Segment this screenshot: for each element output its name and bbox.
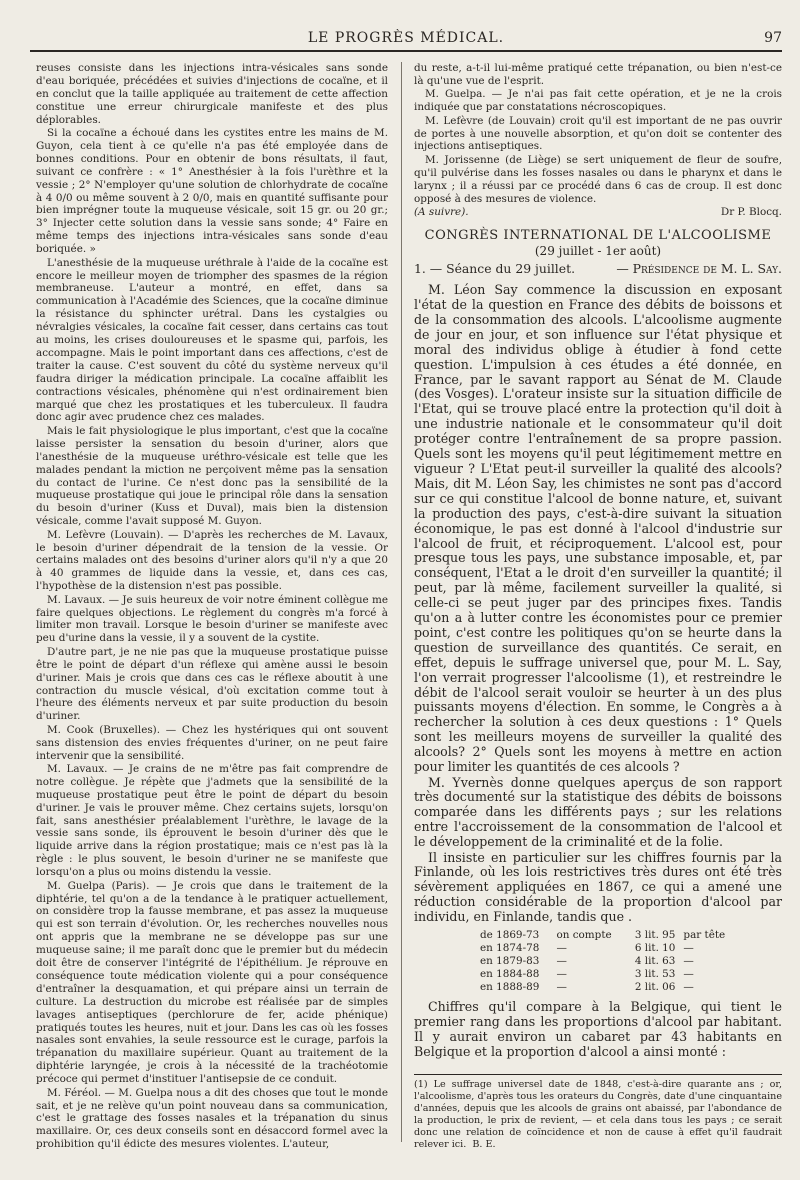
footnote-divider xyxy=(414,1074,782,1075)
table-cell: — xyxy=(556,942,567,955)
paragraph: M. Guelpa (Paris). — Je crois que dans le traitement de la diphtérie, tel qu'on a de la tendance à le pratiquer actuellement, on considère trop la fausse membrane, et pas assez la muqueuse qui est son terrain d'évolution. Or, les recherches nouvelles nous ont appris que la membrane ne se développe pas sur une muqueuse saine; il me paraît donc que le premier but du médecin doit être de conserver l'intégrité de l'épithélium. Je réprouve en conséquence toute médication violente qui a pour conséquence d'entraîner la desquamation, et qui prépare ainsi un terrain de culture. La destruction du microbe est réalisée par de simples lavages antiseptiques (perchlorure de fer, acide phénique) pratiqués toutes les heures, nuit et jour. Dans les cas où les fosses nasales sont envahies, la seule ressource est le curage, parfois la trépanation du maxillaire supérieur. Quant au traitement de la diphtérie laryngée, je crois à la nécessité de la trachéotomie précoce qui permet d'instituer l'antisepsie de ce conduit. xyxy=(36,879,388,1086)
table-cell: 6 lit. 10 xyxy=(634,942,676,955)
paragraph: M. Léon Say commence la discussion en exposant l'état de la question en France des débits de boissons et de la consommation des alcools. L'alcoolisme augmente de jour en jour, et son influence sur l'état physique et moral des individus oblige à étudier à fond cette question. L'impulsion à ces études a été donnée, en France, par le savant rapport au Sénat de M. Claude (des Vosges). L'orateur insiste sur la situation difficile de l'Etat, qui se trouve placé entre la protection qu'il doit à une industrie nationale et le consommateur qu'il doit protéger contre l'entraînement de sa propre passion. Quels sont les moyens qu'il peut légitimement mettre en vigueur ? L'Etat peut-il surveiller la qualité des alcools? Mais, dit M. Léon Say, les chimistes ne sont pas d'accord sur ce qui constitue l'alcool de bonne nature, et, suivant la production des pays, c'est-à-dire suivant la situation économique, le pas est donné à l'alcool d'industrie sur l'alcool de fruit, et réciproquement. L'alcool est, pour presque tous les pays, une substance imposable, et, par conséquent, l'Etat a le droit d'en surveiller la quantité; il peut, par là même, facilement surveiller la qualité, si celle-ci se peut juger par des principes fixes. Tandis qu'on a à lutter contre les économistes pour ce premier point, c'est contre les politiques qu'on se heurte dans la question de surveillance des quantités. Ce serait, en effet, depuis le suffrage universel que, pour M. L. Say, l'on verrait progresser l'alcoolisme (1), et restreindre le débit de l'alcool serait vouloir se heurter à un des plus puissants moyens d'élection. En somme, le Congrès a à rechercher la solution à ces deux questions : 1° Quels sont les meilleurs moyens de surveiller la qualité des alcools? 2° Quels sont les moyens à mettre en action pour limiter les quantités de ces alcools ? xyxy=(414,282,782,775)
paragraph: Il insiste en particulier sur les chiffres fournis par la Finlande, où les lois restrictives très dures ont été très sévèrement appliquées en 1867, ce qui a amené une réduction considérable de la proportion d'alcool par individu, en Finlande, tandis que . xyxy=(414,849,782,925)
paragraph: reuses consiste dans les injections intra-vésicales sans sonde d'eau boriquée, précédées et suivies d'injections de cocaïne, et il en conclut que la taille appliquée au traitement de cette affection constitue une erreur chirurgicale manifeste et des plus déplorables. xyxy=(36,62,388,126)
paragraph: Si la cocaïne a échoué dans les cystites entre les mains de M. Guyon, cela tient à ce qu'elle n'a pas été employée dans de bonnes conditions. Pour en obtenir de bons résultats, il faut, suivant ce confrère : « 1° Anesthésier à la fois l'urèthre et la vessie ; 2° N'employer qu'une solution de chlorhydrate de cocaïne à 4 0/0 ou même souvent à 2 0/0, mais en quantité suffisante pour bien imprégner toute la muqueuse vésicale, soit 15 gr. ou 20 gr.; 3° Injecter cette solution dans la vessie sans sonde; 4° Faire en même temps des injections intra-vésicales sans sonde d'eau boriquée. » xyxy=(36,127,388,256)
column-divider xyxy=(401,62,402,1142)
table-cell: 4 lit. 63 xyxy=(634,955,676,968)
page-header xyxy=(30,28,782,52)
table-cell: — xyxy=(556,955,567,968)
to-be-continued: (A suivre). xyxy=(414,206,469,219)
footnote-signature: B. E. xyxy=(472,1138,496,1150)
table-cell: — xyxy=(683,942,694,955)
paragraph: M. Cook (Bruxelles). — Chez les hystériques qui ont souvent sans distension des envies fréquentes d'uriner, on ne peut faire intervenir que la sensibilité. xyxy=(36,723,388,762)
paragraph: du reste, a-t-il lui-même pratiqué cette trépanation, ou bien n'est-ce là qu'une vue de l'esprit. xyxy=(414,62,782,87)
right-column xyxy=(414,62,782,1151)
table-cell: 2 lit. 06 xyxy=(634,981,676,994)
paragraph: M. Lavaux. — Je crains de ne m'être pas fait comprendre de notre collègue. Je répète que j'admets que la sensibilité de la muqueuse prostatique peut être le point de départ du besoin d'uriner. Je vais le prouver même. Chez certains sujets, lorsqu'on fait, sans anesthésier préalablement l'urèthre, le lavage de la vessie sans sonde, ils éprouvent le besoin d'uriner dès que le liquide arrive dans la région prostatique; mais ce n'est pas là la règle : le plus souvent, le besoin d'uriner ne se manifeste que lorsqu'on a plus ou moins distendu la vessie. xyxy=(36,762,388,879)
table-cell: en 1874-78 xyxy=(480,942,540,955)
congress-report xyxy=(414,283,782,925)
table-row xyxy=(476,981,736,994)
session-label: 1. — Séance du 29 juillet. xyxy=(414,261,576,277)
paragraph: M. Guelpa. — Je n'ai pas fait cette opération, et je ne la crois indiquée que par constatations nécroscopiques. xyxy=(414,88,782,114)
table-cell: — xyxy=(683,981,694,994)
table-row xyxy=(476,929,736,942)
paragraph: M. Yvernès donne quelques aperçus de son rapport très documenté sur la statistique des débits de boissons comparée dans les différents pays ; sur les relations entre l'accroissement de la consommation de l'alcool et le développement de la criminalité et de la folie. xyxy=(414,774,782,850)
paragraph: M. Lavaux. — Je suis heureux de voir notre éminent collègue me faire quelques objections. Le règlement du congrès m'a forcé à limiter mon travail. Lorsque le besoin d'uriner se manifeste avec peu d'urine dans la vessie, il y a souvent de la cystite. xyxy=(36,593,388,645)
paragraph: M. Féréol. — M. Guelpa nous a dit des choses que tout le monde sait, et je ne relève qu'un point nouveau dans sa communication, c'est le grattage des fosses nasales et la trépanation du sinus maxillaire. Or, ces deux conseils sont en désaccord formel avec la prohibition qu'il édicte des mesures violentes. L'auteur, xyxy=(36,1086,388,1151)
section-title: CONGRÈS INTERNATIONAL DE L'ALCOOLISME xyxy=(424,228,772,244)
table-row xyxy=(476,968,736,981)
paragraph: L'anesthésie de la muqueuse uréthrale à l'aide de la cocaïne est encore le meilleur moyen de triompher des spasmes de la région membraneuse. L'auteur a montré, en effet, dans sa communication à l'Académie des Sciences, que la cocaïne diminue la résistance du sphincter urétral. Dans les cystalgies ou névralgies vésicales, la cocaïne fait cesser, dans certains cas tout au moins, les crises douloureuses et le spasme qui, parfois, les accompagne. Mais le point important dans ces affections, c'est de traiter la cause. C'est souvent du côté du système nerveux qu'il faudra diriger la médication principale. La cocaïne affaiblit les contractions vésicales, phénomène qui n'est ordinairement bien marqué que chez les prostatiques et les tuberculeux. Il faudra donc agir avec prudence chez ces malades. xyxy=(36,256,388,424)
table-cell: — xyxy=(683,955,694,968)
paragraph: M. Lefèvre (de Louvain) croit qu'il est important de ne pas ouvrir de portes à une nouvelle absorption, et qu'on doit se contenter des injections antiseptiques. xyxy=(414,114,782,153)
table-cell: par tête xyxy=(683,929,726,942)
table-cell: de 1869-73 xyxy=(480,929,540,942)
table-cell: en 1884-88 xyxy=(480,968,540,981)
consumption-table xyxy=(476,929,736,994)
paragraph: M. Jorissenne (de Liège) se sert uniquement de fleur de soufre, qu'il pulvérise dans les fosses nasales ou dans le pharynx et dans le larynx ; il a réussi par ce procédé dans 6 cas de croup. Il est donc opposé à des mesures de violence. xyxy=(414,153,782,205)
journal-title: LE PROGRÈS MÉDICAL. xyxy=(307,30,505,46)
paragraph: Mais le fait physiologique le plus important, c'est que la cocaïne laisse persister la sensation du besoin d'uriner, alors que l'anesthésie de la muqueuse uréthro-vésicale est telle que les malades pendant la miction ne perçoivent même pas la sensation du contact de l'urine. Ce n'est donc pas la sensibilité de la muqueuse prostatique qui joue le principal rôle dans la sensation du besoin d'uriner (Kuss et Duval), mais bien la distension vésicale, comme l'avait supposé M. Guyon. xyxy=(36,424,388,528)
table-cell: — xyxy=(683,968,694,981)
table-cell: 3 lit. 53 xyxy=(634,968,676,981)
session-president: — Présidence de M. L. Say. xyxy=(616,261,782,277)
table-cell: en 1888-89 xyxy=(480,981,540,994)
paragraph: M. Lefèvre (Louvain). — D'après les recherches de M. Lavaux, le besoin d'uriner dépendrait de la tension de la vessie. Or certains malades ont des besoins d'uriner alors qu'il n'y a que 20 à 40 grammes de liquide dans la vessie, et, dans ces cas, l'hypothèse de la distension n'est pas possible. xyxy=(36,528,388,593)
page-number: 97 xyxy=(764,30,782,46)
table-cell: — xyxy=(556,968,567,981)
article-signature xyxy=(414,206,782,219)
left-column xyxy=(36,62,388,1152)
section-dates: (29 juillet - 1er août) xyxy=(534,244,662,259)
author-name: Dr P. Blocq. xyxy=(720,206,782,219)
footnote-text: (1) Le suffrage universel date de 1848, c'est-à-dire quarante ans ; or, l'alcoolisme, d'après tous les orateurs du Congrès, date d'une cinquantaine d'années, depuis que les alcools de grains ont abaissé, par l'abondance de la production, le prix de revient, — et cela dans tous les pays ; ce serait donc une relation de coïncidence et non de cause à effet qu'il faudrait relever ici. xyxy=(414,1078,782,1150)
table-cell: 3 lit. 95 xyxy=(634,929,676,942)
footnote xyxy=(414,1079,782,1151)
table-row xyxy=(476,955,736,968)
after-table-text xyxy=(414,1000,782,1060)
session-heading xyxy=(414,262,782,277)
table-cell: en 1879-83 xyxy=(480,955,540,968)
paragraph: D'autre part, je ne nie pas que la muqueuse prostatique puisse être le point de départ d'un réflexe qui amène aussi le besoin d'uriner. Mais je crois que dans ces cas le réflexe aboutit à une contraction du muscle vésical, d'où excitation comme tout à l'heure des éléments nerveux et par suite production du besoin d'uriner. xyxy=(36,645,388,723)
table-cell: — xyxy=(556,981,567,994)
table-cell: on compte xyxy=(556,929,612,942)
table-row xyxy=(476,942,736,955)
paragraph: Chiffres qu'il compare à la Belgique, qui tient le premier rang dans les proportions d'alcool par habitant. Il y aurait environ un cabaret par 43 habitants en Belgique et la proportion d'alcool a ainsi monté : xyxy=(414,999,782,1059)
